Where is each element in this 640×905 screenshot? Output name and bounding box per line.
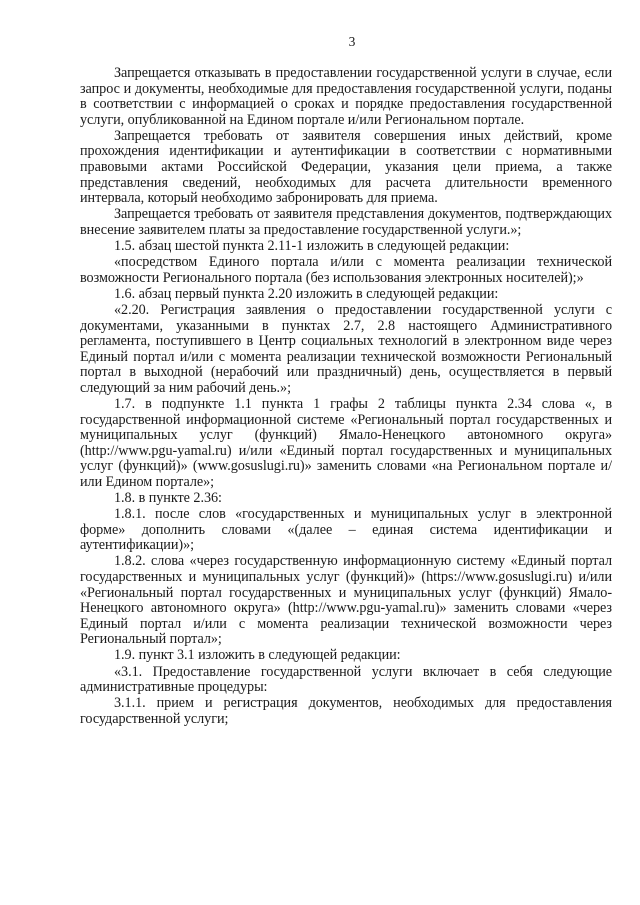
paragraph-refusal-prohibition: Запрещается отказывать в предоставлении государственной услуги в случае, если запрос и документы, необходимые для предоставления государственной услуги, поданы в соответствии с информацией о сроках и порядке предоставления государственной услуги, опубликованной на Едином портале и/или Региональном портале. bbox=[80, 65, 612, 128]
paragraph-item-3-1-1: 3.1.1. прием и регистрация документов, необходимых для предоставления государственной услуги; bbox=[80, 695, 612, 727]
paragraph-item-1-5: 1.5. абзац шестой пункта 2.11-1 изложить в следующей редакции: bbox=[114, 238, 510, 255]
paragraph-item-1-8-1: 1.8.1. после слов «государственных и муниципальных услуг в электронной форме» дополнить словами «(далее – единая система идентификации и аутентификации)»; bbox=[80, 506, 612, 554]
paragraph-actions-prohibition: Запрещается требовать от заявителя совершения иных действий, кроме прохождения идентификации и аутентификации в соответствии с нормативными правовыми актами Российской Федерации, указания цели приема, а также представления сведений, необходимых для расчета длительности временного интервала, который необходимо забронировать для приема. bbox=[80, 127, 612, 207]
paragraph-item-1-8: 1.8. в пункте 2.36: bbox=[114, 490, 222, 507]
paragraph-payment-documents-prohibition: Запрещается требовать от заявителя представления документов, подтверждающих внесение заявителем платы за предоставление государственной услуги.»; bbox=[80, 206, 612, 238]
paragraph-item-1-5-text: «посредством Единого портала и/или с момента реализации технической возможности Регионального портала (без использования электронных носителей);» bbox=[80, 254, 612, 286]
page-number: 3 bbox=[348, 34, 356, 49]
paragraph-item-2-20-text: «2.20. Регистрация заявления о предоставлении государственной услуги с документами, указанными в пунктах 2.7, 2.8 настоящего Административного регламента, поступившего в Центр социальных технологий в электронном виде через Единый портал и/или с момента реализации технической возможности Региональный портал в выходной (нерабочий или праздничный) день, осуществляется в первый следующий за ним рабочий день.»; bbox=[80, 301, 612, 396]
paragraph-item-3-1-text: «3.1. Предоставление государственной услуги включает в себя следующие административные процедуры: bbox=[80, 663, 612, 696]
paragraph-item-1-7: 1.7. в подпункте 1.1 пункта 1 графы 2 таблицы пункта 2.34 слова «, в государственной информационной системе «Региональный портал государственных и муниципальных услуг (функций) Ямало-Ненецкого автономного округа» (http://www.pgu-yamal.ru) и/или «Единый портал государственных и муниципальных услуг (функций)» (www.gosuslugi.ru)» заменить словами «на Региональном портале и/или Едином портале»; bbox=[80, 395, 612, 490]
paragraph-item-1-8-2: 1.8.2. слова «через государственную информационную систему «Единый портал государственных и муниципальных услуг (функций)» (https://www.gosuslugi.ru) и/или «Региональный портал государственных и муниципальных услуг (функций) Ямало-Ненецкого автономного округа» (http://www.pgu-yamal.ru)» заменить словами «через Единый портал и/или с момента реализации технической возможности через Региональный портал»; bbox=[80, 553, 612, 648]
paragraph-item-1-6: 1.6. абзац первый пункта 2.20 изложить в следующей редакции: bbox=[114, 285, 499, 302]
paragraph-item-1-9: 1.9. пункт 3.1 изложить в следующей редакции: bbox=[114, 647, 401, 664]
